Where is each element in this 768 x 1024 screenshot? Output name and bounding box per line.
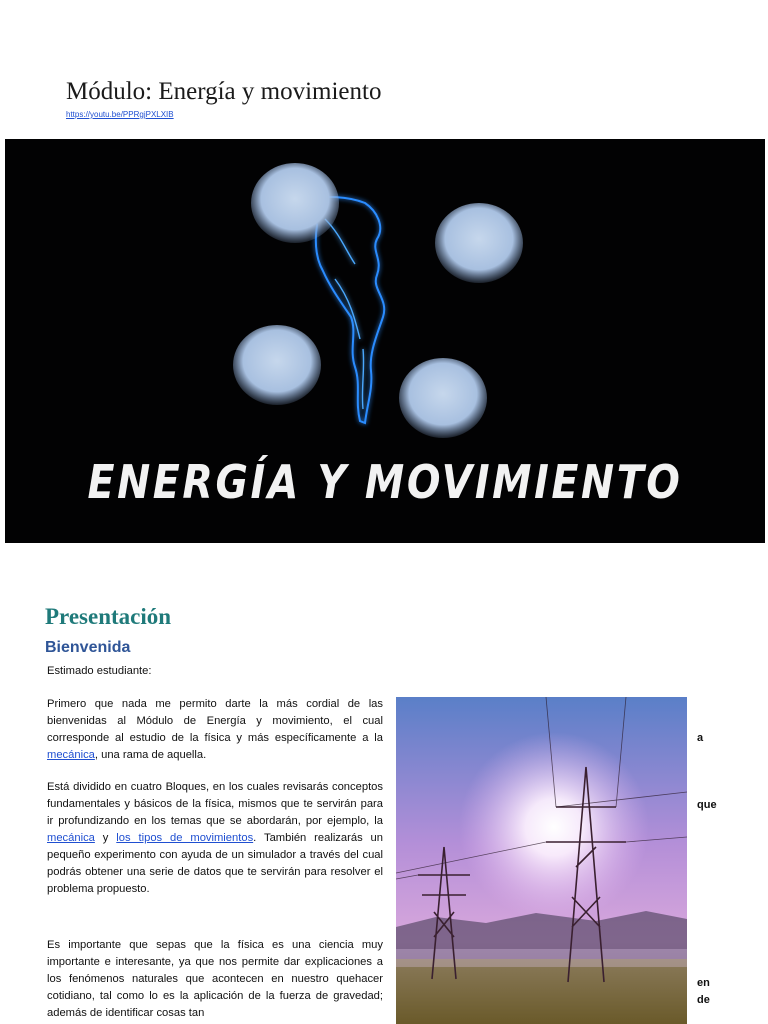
video-link[interactable]: https://youtu.be/PPRgjPXLXIB bbox=[66, 110, 174, 119]
wrapped-word-de: de bbox=[697, 994, 710, 1006]
paragraph-2-text-c: . También realizarás un pequeño experimento con ayuda de un simulador a través del cual podrás obtener una serie de datos que te servirán para resolver el problema propuesto. bbox=[47, 832, 384, 895]
paragraph-3: Es importante que sepas que la física es una ciencia muy importante e interesante, ya que nos permite dar explicaciones a los fenómenos naturales que acontecen en nuestro quehacer cotidiano, tal como lo es la aplicación de la fuerza de gravedad; además de identificar cosas tan bbox=[47, 939, 383, 1019]
greeting: Estimado estudiante: bbox=[47, 665, 152, 677]
banner-title: ENERGÍA Y MOVIMIENTO bbox=[87, 455, 683, 509]
section-subheading: Bienvenida bbox=[45, 639, 131, 656]
document-title: Módulo: Energía y movimiento bbox=[66, 78, 382, 105]
orb-top-right bbox=[435, 203, 523, 283]
paragraph-1-text-b: , una rama de aquella. bbox=[94, 749, 207, 761]
power-lines-photo bbox=[396, 697, 687, 1024]
orb-bottom-right bbox=[399, 358, 487, 438]
photo-graphic bbox=[396, 697, 687, 1024]
paragraph-2-text-a: Está dividido en cuatro Bloques, en los cuales revisarás conceptos fundamentales y básicos de la física, mismos que te servirán para ir profundizando en los temas que se abordarán, por ejemplo, la bbox=[47, 781, 383, 827]
paragraph-2-text-b: y bbox=[94, 832, 117, 844]
orb-bottom-left bbox=[233, 325, 321, 405]
banner-image bbox=[5, 139, 765, 543]
paragraph-1-text-a: Primero que nada me permito darte la más cordial de las bienvenidas al Módulo de Energía y movimiento, el cual corresponde al estudio de la física y más específicamente a la bbox=[47, 698, 383, 744]
link-mecanica-1[interactable]: mecánica bbox=[47, 749, 95, 761]
wrapped-word-en: en bbox=[697, 977, 710, 989]
wrapped-word-que: que bbox=[697, 799, 717, 811]
link-mecanica-2[interactable]: mecánica bbox=[47, 832, 95, 844]
orb-top-left bbox=[251, 163, 339, 243]
paragraph-2 bbox=[47, 779, 383, 898]
link-tipos-movimientos[interactable]: los tipos de movimientos bbox=[116, 832, 254, 844]
wrapped-word-a: a bbox=[697, 732, 704, 744]
section-heading: Presentación bbox=[45, 604, 172, 629]
paragraph-1 bbox=[47, 696, 383, 764]
